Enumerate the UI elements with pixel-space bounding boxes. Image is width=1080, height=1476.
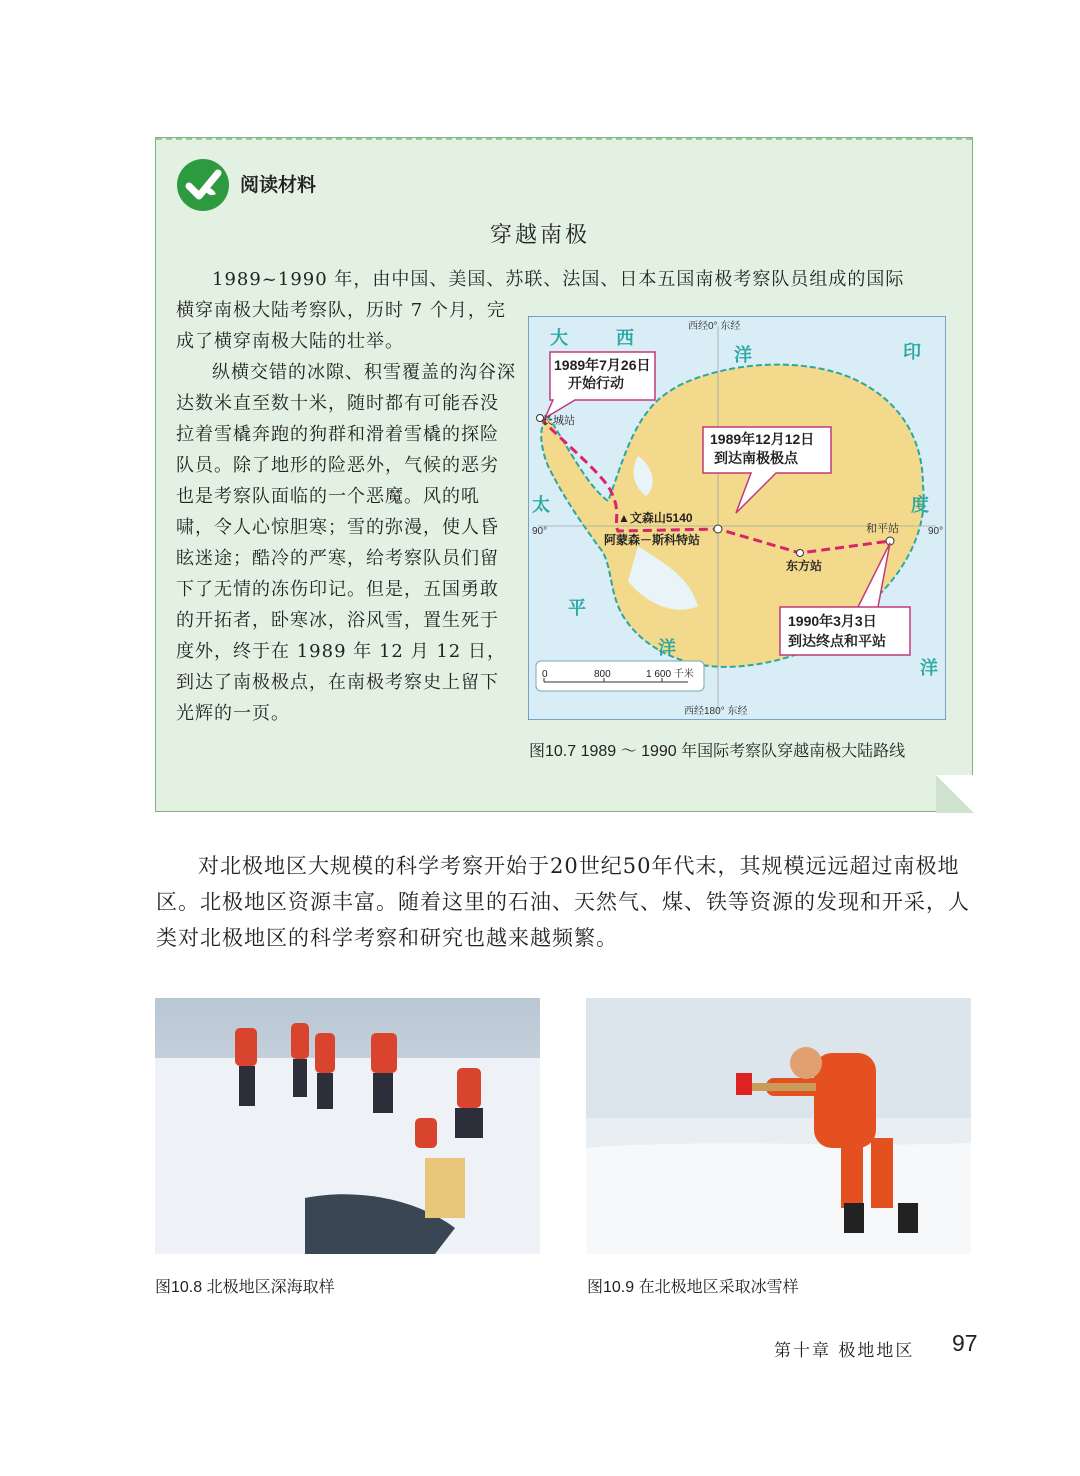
top-meridian-label: 西经0° 东经 [688, 321, 741, 332]
station-amundsen-label: 阿蒙森－斯科特站 [604, 533, 701, 547]
reading-paragraph-2: 纵横交错的冰隙、积雪覆盖的沟谷深达数米直至数十米，随时都有可能吞没拉着雪橇奔跑的狗群和滑着雪橇的探险队员。除了地形的险恶外，气候的恶劣也是考察队面临的一个恶魔。风的吼啸，令人心惊胆寒；雪的弥漫，使人昏眩迷途；酷冷的严寒，给考察队员们留下了无情的冻伤印记。但是，五国勇敢的开拓者，卧寒冰，浴风雪，置生死于度外，终于在 1989 年 12 月 12 日，到达了南极极点，在南极考察史上留下光辉的一页。 [176, 362, 516, 724]
body-paragraph: 对北极地区大规模的科学考察开始于20世纪50年代末，其规模远远超过南极地区。北极地区资源丰富。随着这里的石油、天然气、煤、铁等资源的发现和开采，人类对北极地区的科学考察和研究也越来越频繁。 [156, 854, 970, 950]
box-top-border [156, 138, 972, 140]
ocean-char: 印 [903, 342, 921, 362]
right-lat-label: 90° [928, 526, 944, 537]
photo-arctic-ice-sampling [586, 998, 971, 1254]
svg-text:1989年7月26日: 1989年7月26日 [554, 357, 651, 373]
reading-title: 穿越南极 [489, 223, 590, 248]
map-caption: 图10.7 1989 ～ 1990 年国际考察队穿越南极大陆路线 [529, 743, 906, 760]
left-lat-label: 90° [532, 526, 548, 537]
page-number: 97 [952, 1330, 978, 1356]
ocean-char: 洋 [658, 638, 676, 658]
svg-text:到达终点和平站: 到达终点和平站 [788, 633, 886, 649]
svg-text:到达南极极点: 到达南极极点 [714, 450, 798, 466]
ocean-char: 西 [616, 328, 634, 348]
page-curl [936, 775, 974, 813]
ocean-char: 洋 [920, 658, 938, 678]
svg-text:1 600 千米: 1 600 千米 [646, 669, 694, 680]
reading-paragraph-1-cont: 横穿南极大陆考察队，历时 7 个月，完成了横穿南极大陆的壮举。 [176, 300, 506, 352]
svg-text:开始行动: 开始行动 [568, 375, 624, 391]
mountain-label: ▲文森山5140 [618, 511, 693, 525]
ocean-char: 平 [568, 598, 586, 618]
reading-material-icon [176, 158, 230, 212]
photo-arctic-deep-sea-sampling [155, 998, 540, 1254]
svg-text:0: 0 [542, 669, 548, 680]
ocean-char: 度 [911, 495, 929, 515]
scale-bar [536, 661, 704, 691]
svg-text:800: 800 [594, 669, 611, 680]
bottom-meridian-label: 西经180° 东经 [684, 706, 748, 717]
south-pole-marker [714, 525, 722, 533]
station-dongfang-label: 东方站 [786, 559, 823, 573]
reading-paragraph-1: 1989~1990 年，由中国、美国、苏联、法国、日本五国南极考察队员组成的国际 [212, 269, 905, 290]
dongfang-marker [797, 550, 804, 557]
svg-text:1989年12月12日: 1989年12月12日 [710, 431, 815, 447]
photo2-caption: 图10.9 在北极地区采取冰雪样 [587, 1279, 799, 1296]
photo1-caption: 图10.8 北极地区深海取样 [155, 1279, 335, 1296]
station-changcheng-label: 长城站 [542, 415, 575, 427]
ocean-char: 洋 [734, 345, 752, 365]
ocean-char: 太 [532, 495, 550, 515]
station-heping-label: 和平站 [866, 523, 899, 535]
reading-material-label: 阅读材料 [240, 174, 317, 196]
footer-chapter: 第十章 极地地区 [774, 1341, 915, 1361]
reading-paragraph-cont [176, 295, 516, 729]
svg-text:1990年3月3日: 1990年3月3日 [788, 613, 877, 629]
ocean-char: 大 [550, 328, 568, 348]
antarctica-route-map [528, 316, 946, 720]
